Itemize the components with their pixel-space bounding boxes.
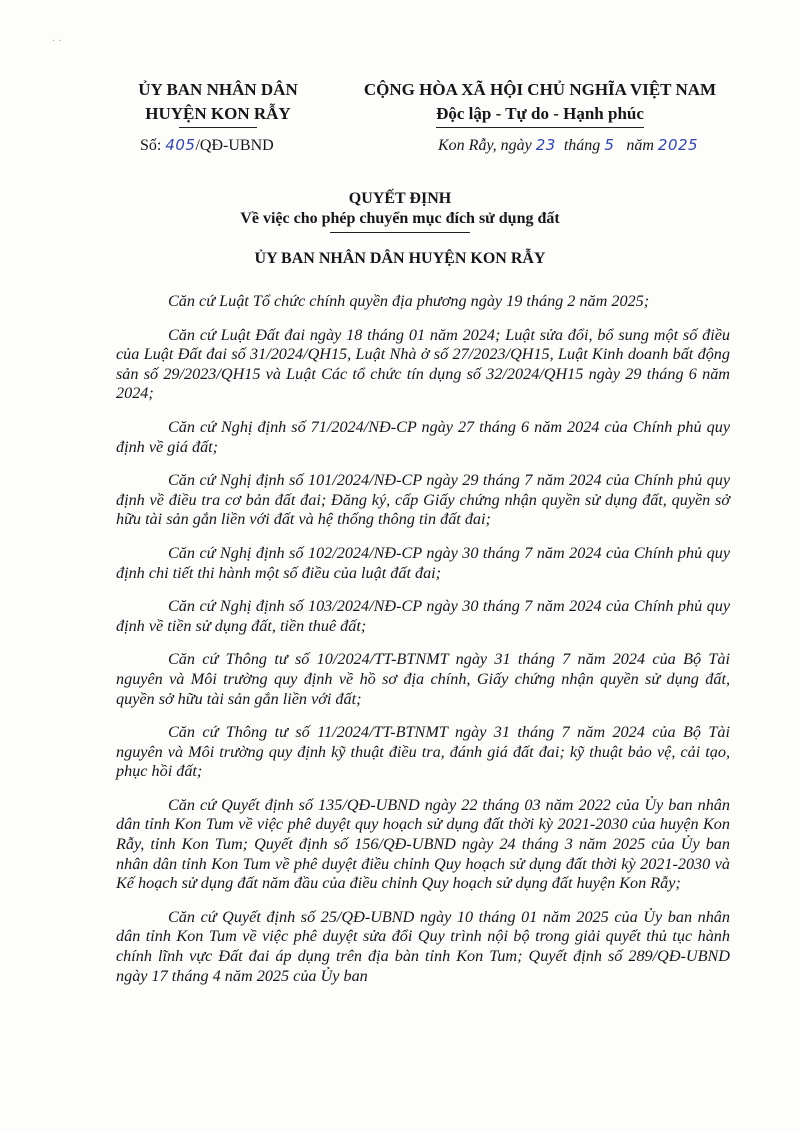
document-subtitle: Về việc cho phép chuyển mục đích sử dụng đất	[240, 210, 560, 227]
decision-authority: ỦY BAN NHÂN DÂN HUYỆN KON RẪY	[254, 250, 546, 267]
document-date	[438, 136, 698, 155]
issuing-authority-line2: HUYỆN KON RẪY	[145, 104, 291, 123]
issuing-authority-block	[108, 78, 328, 128]
scan-speck: · ·	[52, 36, 62, 47]
number-prefix: Số:	[140, 137, 162, 154]
national-heading: CỘNG HÒA XÃ HỘI CHỦ NGHĨA VIỆT NAM	[363, 80, 717, 99]
subtitle-underline	[330, 232, 470, 233]
date-month: 5	[604, 136, 615, 154]
legal-basis-paragraph: Căn cứ Thông tư số 10/2024/TT-BTNMT ngày 31 tháng 7 năm 2024 của Bộ Tài nguyên và Môi trường quy định về hồ sơ địa chính, Giấy chứng nhận quyền sử dụng đất, quyền sở hữu tài sản gắn liền với đất;	[116, 650, 730, 708]
document-body	[116, 292, 730, 998]
legal-basis-paragraph: Căn cứ Nghị định số 101/2024/NĐ-CP ngày 29 tháng 7 năm 2024 của Chính phủ quy định về điều tra cơ bản đất đai; Đăng ký, cấp Giấy chứng nhận quyền sử dụng đất, quyền sở hữu tài sản gắn liền với đất và hệ thống thông tin đất đai;	[116, 471, 730, 529]
legal-basis-paragraph: Căn cứ Quyết định số 25/QĐ-UBND ngày 10 tháng 01 năm 2025 của Ủy ban nhân dân tỉnh Kon Tum về việc phê duyệt sửa đổi Quy trình nội bộ trong giải quyết thủ tục hành chính lĩnh vực Đất đai áp dụng trên địa bàn tỉnh Kon Tum; Quyết định số 289/QĐ-UBND ngày 17 tháng 4 năm 2025 của Ủy ban	[116, 907, 730, 985]
date-place: Kon Rẫy, ngày	[438, 137, 532, 154]
date-year: 2025	[657, 136, 699, 154]
date-month-label: tháng	[563, 137, 601, 154]
issuing-authority-line1: ỦY BAN NHÂN DÂN	[138, 80, 298, 99]
number-suffix: /QĐ-UBND	[195, 137, 274, 154]
national-motto: Độc lập - Tự do - Hạnh phúc	[436, 102, 644, 128]
legal-basis-paragraph: Căn cứ Nghị định số 103/2024/NĐ-CP ngày 30 tháng 7 năm 2024 của Chính phủ quy định về tiền sử dụng đất, tiền thuê đất;	[116, 597, 730, 635]
legal-basis-paragraph: Căn cứ Nghị định số 71/2024/NĐ-CP ngày 27 tháng 6 năm 2024 của Chính phủ quy định về giá đất;	[116, 417, 730, 456]
document-title: QUYẾT ĐỊNH	[348, 190, 452, 207]
document-number	[140, 136, 274, 155]
legal-basis-paragraph: Căn cứ Nghị định số 102/2024/NĐ-CP ngày 30 tháng 7 năm 2024 của Chính phủ quy định chi tiết thi hành một số điều của luật đất đai;	[116, 543, 730, 582]
authority-underline	[179, 127, 257, 128]
national-heading-block	[330, 78, 750, 128]
legal-basis-paragraph: Căn cứ Thông tư số 11/2024/TT-BTNMT ngày 31 tháng 7 năm 2024 của Bộ Tài nguyên và Môi trường quy định kỹ thuật điều tra, đánh giá đất đai; kỹ thuật bảo vệ, cải tạo, phục hồi đất;	[116, 723, 730, 781]
date-day: 23	[535, 136, 556, 154]
date-year-label: năm	[626, 137, 654, 154]
number-handwritten: 405	[165, 136, 196, 154]
legal-basis-paragraph: Căn cứ Quyết định số 135/QĐ-UBND ngày 22 tháng 03 năm 2022 của Ủy ban nhân dân tỉnh Kon Tum về việc phê duyệt quy hoạch sử dụng đất thời kỳ 2021-2030 của huyện Kon Rẫy, tỉnh Kon Tum; Quyết định số 156/QĐ-UBND ngày 24 tháng 3 năm 2025 của Ủy ban nhân dân tỉnh Kon Tum về phê duyệt điều chỉnh Quy hoạch sử dụng đất thời kỳ 2021-2030 và Kế hoạch sử dụng đất năm đầu của điều chỉnh Quy hoạch sử dụng đất huyện Kon Rẫy;	[116, 795, 730, 893]
legal-basis-paragraph: Căn cứ Luật Đất đai ngày 18 tháng 01 năm 2024; Luật sửa đổi, bổ sung một số điều của Luật Đất đai số 31/2024/QH15, Luật Nhà ở số 27/2023/QH15, Luật Kinh doanh bất động sản số 29/2023/QH15 và Luật Các tổ chức tín dụng số 32/2024/QH15 ngày 29 tháng 6 năm 2024;	[116, 325, 730, 403]
legal-basis-paragraph: Căn cứ Luật Tổ chức chính quyền địa phương ngày 19 tháng 2 năm 2025;	[168, 292, 650, 310]
